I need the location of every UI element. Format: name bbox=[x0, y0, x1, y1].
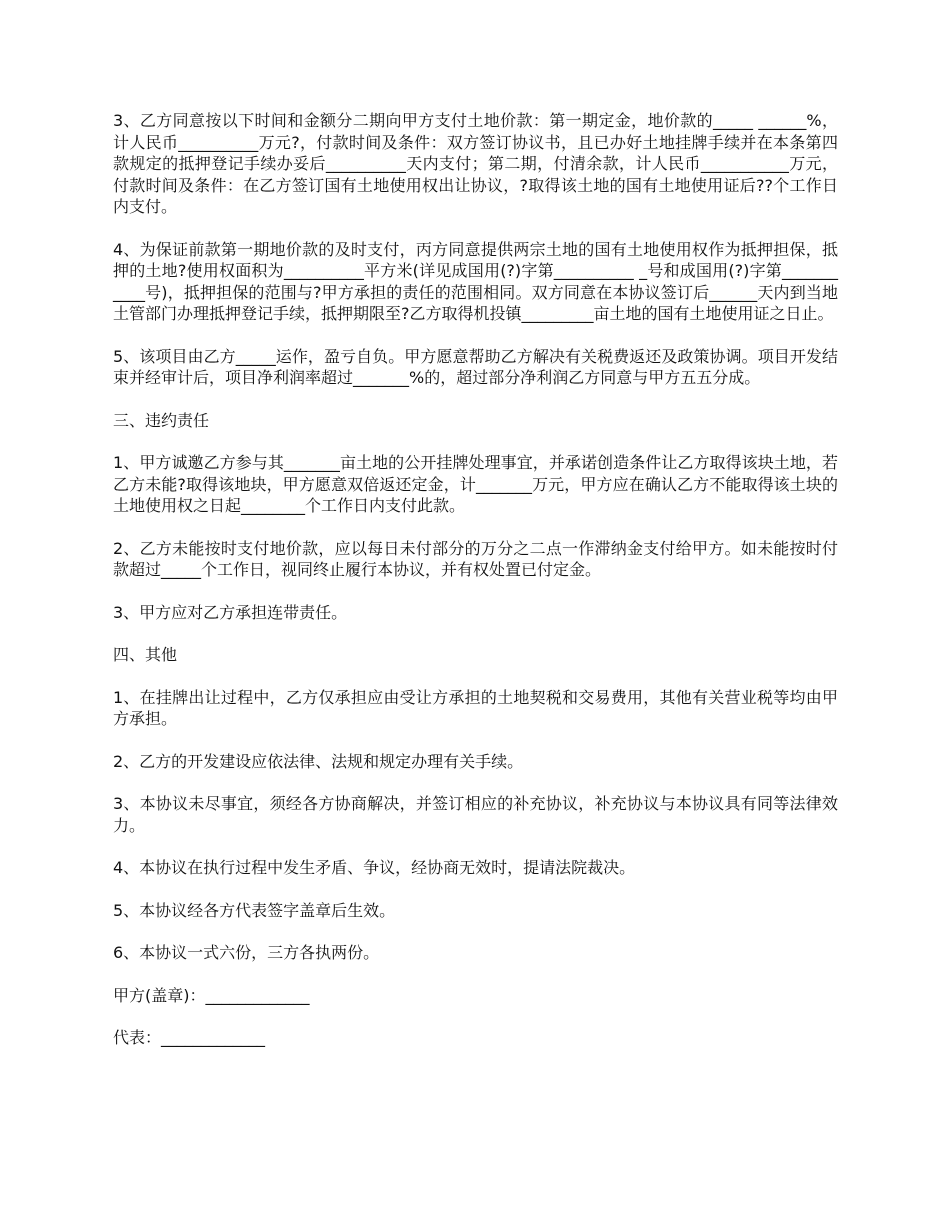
clause-payment-schedule: 3、乙方同意按以下时间和金额分二期向甲方支付土地价款：第一期定金，地价款的_____ ______%，计人民币__________万元?，付款时间及条件：双方签订协议书，且已办好土地挂牌手续并在本条第四款规定的抵押登记手续办妥后__________天内支付；第二期，付清余款，计人民币___________万元，付款时间及条件：在乙方签订国有土地使用权出让协议，?取得该土地的国有土地使用证后??个工作日内支付。 bbox=[113, 111, 838, 216]
clause-other-4: 4、本协议在执行过程中发生矛盾、争议，经协商无效时，提请法院裁决。 bbox=[113, 858, 636, 877]
signature-party-a: 甲方(盖章)：_____________ bbox=[113, 985, 310, 1005]
clause-breach-1: 1、甲方诚邀乙方参与其_______亩土地的公开挂牌处理事宜，并承诺创造条件让乙方取得该块土地，若乙方未能?取得该地块，甲方愿意双倍返还定金，计_______万元，甲方应在确认乙方不能取得该土块的土地使用权之日起________个工作日内支付此款。 bbox=[113, 453, 838, 515]
clause-other-5: 5、本协议经各方代表签字盖章后生效。 bbox=[113, 900, 396, 920]
clause-other-1: 1、在挂牌出让过程中，乙方仅承担应由受让方承担的土地契税和交易费用，其他有关营业税等均由甲方承担。 bbox=[113, 687, 838, 728]
section-heading-breach: 三、违约责任 bbox=[113, 410, 210, 430]
document-body bbox=[113, 110, 838, 1070]
clause-mortgage-guarantee: 4、为保证前款第一期地价款的及时支付，丙方同意提供两宗土地的国有土地使用权作为抵押担保，抵押的土地?使用权面积为__________平方米(详见成国用(?)字第__________ _号和成国用(?)字第___________号)，抵押担保的范围与?甲方承担的责任的范围相同。双方同意在本协议签订后______天内到当地土管部门办理抵押登记手续，抵押期限至?乙方取得机投镇_________亩土地的国有土地使用证之日止。 bbox=[113, 239, 838, 323]
clause-other-6: 6、本协议一式六份，三方各执两份。 bbox=[113, 943, 380, 962]
clause-project-operation: 5、该项目由乙方_____运作，盈亏自负。甲方愿意帮助乙方解决有关税费返还及政策协调。项目开发结束并经审计后，项目净利润率超过_______%的，超过部分净利润乙方同意与甲方五五分成。 bbox=[113, 346, 838, 387]
clause-other-2: 2、乙方的开发建设应依法律、法规和规定办理有关手续。 bbox=[113, 751, 524, 771]
signature-representative: 代表：_____________ bbox=[113, 1028, 266, 1047]
section-heading-other: 四、其他 bbox=[113, 645, 178, 664]
clause-other-3: 3、本协议未尽事宜，须经各方协商解决，并签订相应的补充协议，补充协议与本协议具有同等法律效力。 bbox=[113, 794, 838, 835]
clause-breach-2: 2、乙方未能按时支付地价款，应以每日未付部分的万分之二点一作滞纳金支付给甲方。如未能按时付款超过_____个工作日，视同终止履行本协议，并有权处置已付定金。 bbox=[113, 538, 838, 579]
clause-breach-3: 3、甲方应对乙方承担连带责任。 bbox=[113, 602, 348, 622]
